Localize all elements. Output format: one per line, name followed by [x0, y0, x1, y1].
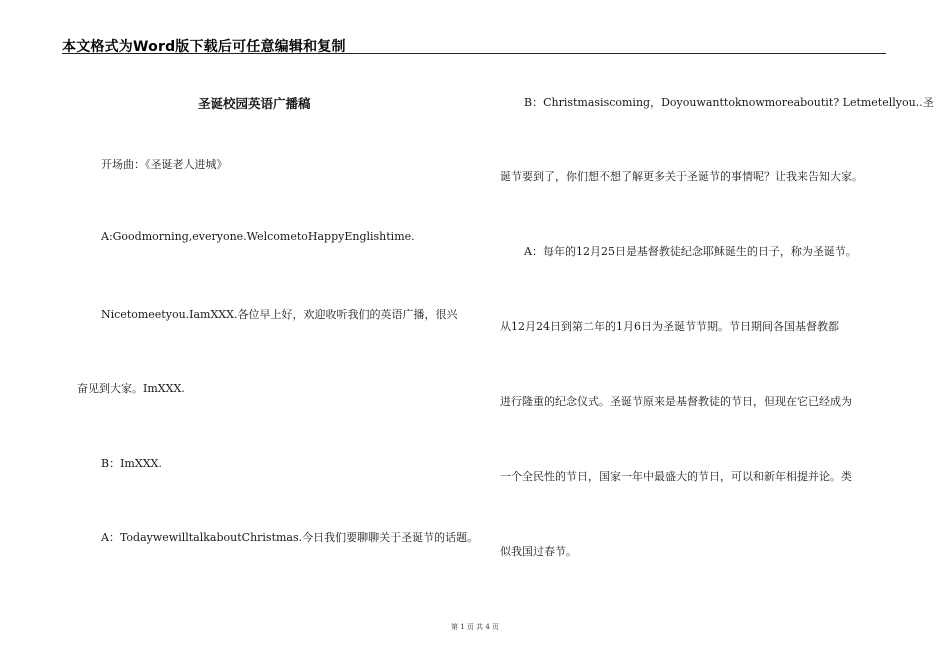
right-paragraph-line: B：Christmasiscoming，Doyouwanttoknowmoreaboutit? Letmetellyou..圣 [524, 96, 934, 109]
left-paragraph-line: B：ImXXX. [101, 457, 162, 470]
left-paragraph-line: 奋见到大家。ImXXX. [77, 382, 185, 395]
left-paragraph-line: 开场曲：《圣诞老人进城》 [101, 158, 228, 171]
left-paragraph-line: A：TodaywewilltalkaboutChristmas.今日我们要聊聊关于圣诞节的话题。 [101, 531, 479, 544]
left-paragraph-line: Nicetomeetyou.IamXXX.各位早上好，欢迎收听我们的英语广播，很兴 [101, 308, 458, 321]
page-header: 本文格式为Word版下载后可任意编辑和复制 [62, 39, 346, 55]
right-paragraph-line: A：每年的12月25日是基督教徒纪念耶稣诞生的日子，称为圣诞节。 [524, 245, 857, 258]
right-paragraph-line: 诞节要到了，你们想不想了解更多关于圣诞节的事情呢？让我来告知大家。 [500, 170, 863, 183]
header-divider [62, 53, 886, 54]
right-paragraph-line: 从12月24日到第二年的1月6日为圣诞节节期。节日期间各国基督教都 [500, 320, 839, 333]
right-paragraph-line: 似我国过春节。 [500, 545, 577, 558]
document-title: 圣诞校园英语广播稿 [198, 96, 311, 111]
right-paragraph-line: 一个全民性的节日，国家一年中最盛大的节日，可以和新年相提并论。类 [500, 470, 852, 483]
right-paragraph-line: 进行隆重的纪念仪式。圣诞节原来是基督教徒的节日，但现在它已经成为 [500, 395, 852, 408]
page-footer: 第 1 页 共 4 页 [450, 623, 500, 631]
left-paragraph-line: A:Goodmorning,everyone.WelcometoHappyEnglishtime. [101, 230, 415, 243]
